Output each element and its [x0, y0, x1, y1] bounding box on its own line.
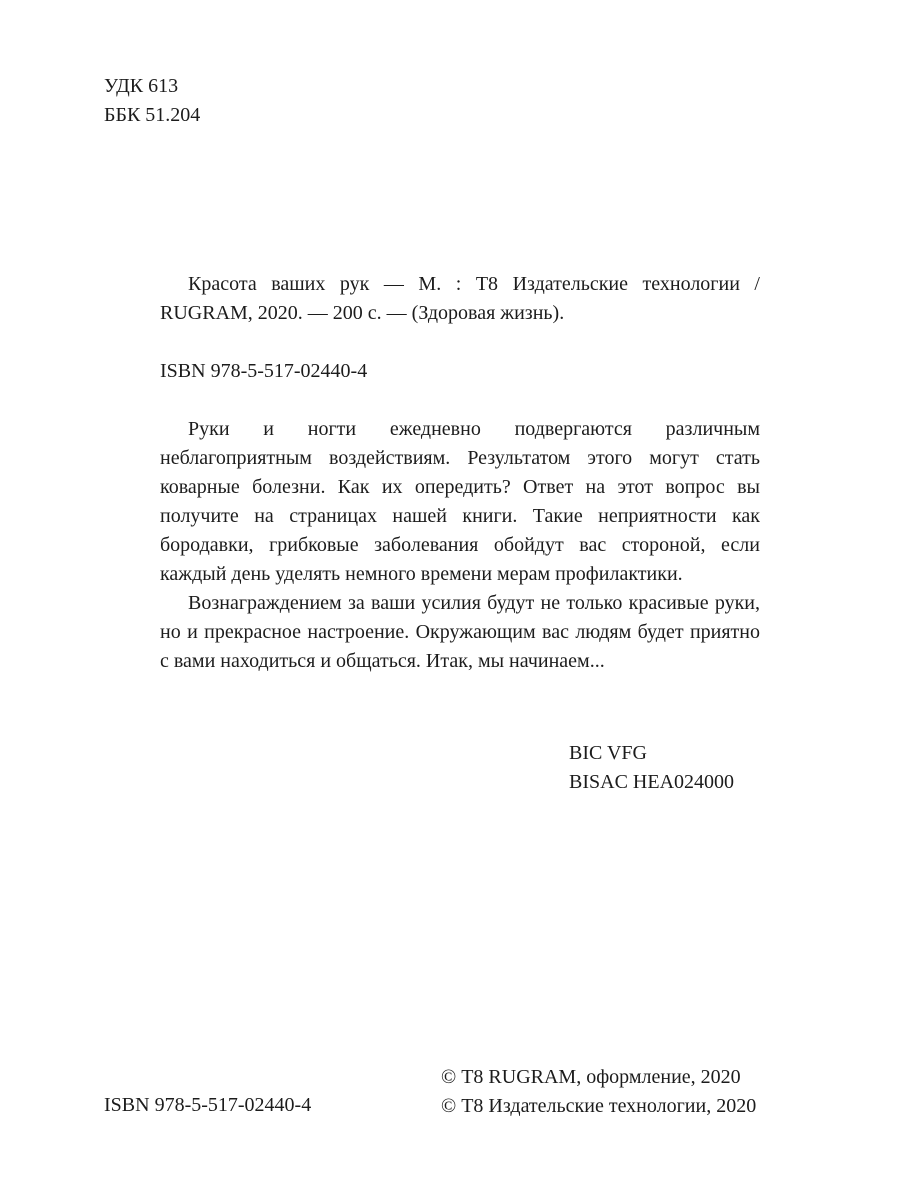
- annotation: [160, 415, 760, 676]
- copyright-line-1: © Т8 RUGRAM, оформление, 2020: [441, 1066, 741, 1088]
- classification-codes: [104, 72, 200, 130]
- bisac-code: BISAC HEA024000: [569, 771, 735, 793]
- subject-codes: [569, 739, 734, 797]
- copyright-line-2: © Т8 Издательские технологии, 2020: [441, 1095, 757, 1117]
- annotation-paragraph-2: Вознаграждением за ваши усилия будут не только красивые руки, но и прекрасное настроение. Окружающим вас людям будет приятно с вами находиться и общаться. Итак, мы начинаем...: [160, 592, 760, 672]
- annotation-paragraph-1: Руки и ногти ежедневно подвергаются различным неблагоприятным воздействиям. Результатом этого могут стать коварные болезни. Как их опередить? Ответ на этот вопрос вы получите на страницах нашей книги. Такие неприятности как бородавки, грибковые заболевания обойдут вас стороной, если каждый день уделять немного времени мерам профилактики.: [160, 418, 760, 585]
- copyright-block: [441, 1063, 756, 1121]
- isbn-bottom: ISBN 978-5-517-02440-4: [104, 1094, 312, 1116]
- bibliographic-record: Красота ваших рук — М. : Т8 Издательские технологии / RUGRAM, 2020. — 200 с. — (Здоровая жизнь).: [160, 273, 760, 324]
- main-content: [160, 270, 760, 676]
- isbn-main: ISBN 978-5-517-02440-4: [160, 360, 368, 382]
- bic-code: BIC VFG: [569, 742, 647, 764]
- bbk-code: ББК 51.204: [104, 104, 201, 126]
- udk-code: УДК 613: [104, 75, 179, 97]
